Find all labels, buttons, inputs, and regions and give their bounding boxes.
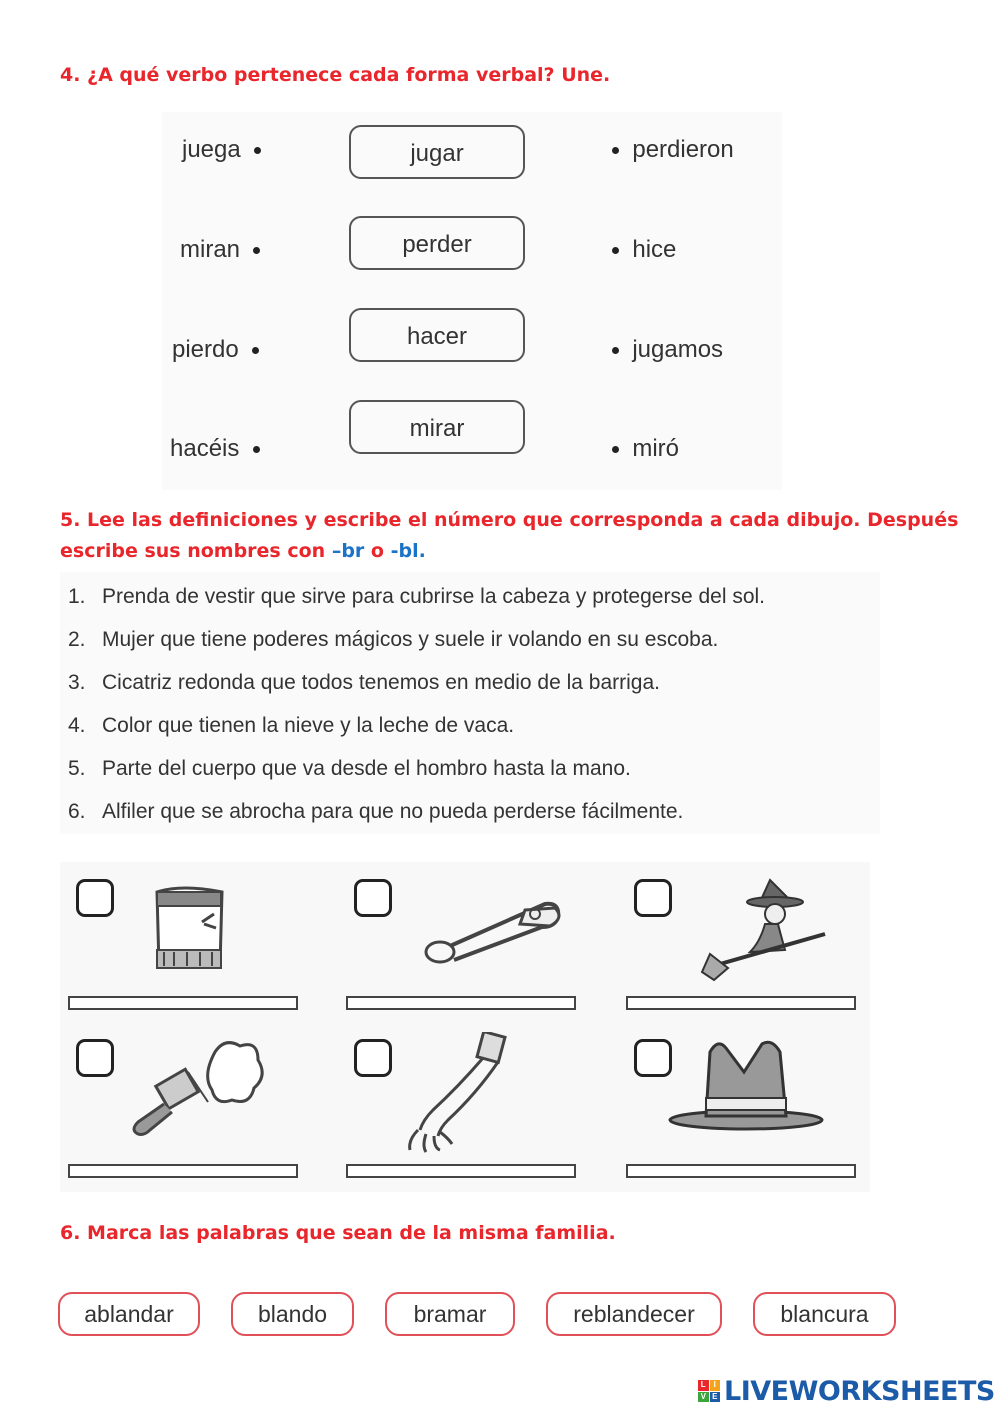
answer-line-2[interactable] bbox=[346, 996, 576, 1010]
safety-pin-icon bbox=[420, 872, 570, 982]
arm-icon bbox=[388, 1032, 518, 1157]
picture-cell-3 bbox=[618, 864, 878, 1024]
definition-5: 5. Parte del cuerpo que va desde el hombro hasta la mano. bbox=[68, 757, 631, 780]
word-option-4[interactable]: reblandecer bbox=[546, 1292, 722, 1336]
answer-line-4[interactable] bbox=[68, 1164, 298, 1178]
logo-text: LIVEWORKSHEETS bbox=[724, 1375, 995, 1407]
dot-icon bbox=[253, 446, 260, 453]
dot-icon bbox=[254, 147, 261, 154]
word-option-1[interactable]: ablandar bbox=[58, 1292, 200, 1336]
left-word-3[interactable]: pierdo bbox=[172, 336, 259, 364]
right-word-1[interactable]: perdieron bbox=[612, 136, 734, 164]
left-word-1[interactable]: juega bbox=[182, 136, 261, 164]
definition-1: 1. Prenda de vestir que sirve para cubrirse la cabeza y protegerse del sol. bbox=[68, 585, 766, 608]
word-option-3[interactable]: bramar bbox=[385, 1292, 515, 1336]
picture-cell-5 bbox=[338, 1024, 598, 1184]
liveworksheets-logo bbox=[698, 1374, 995, 1408]
dot-icon bbox=[612, 147, 619, 154]
logo-mark-icon: L I V E bbox=[698, 1380, 720, 1402]
number-box-4[interactable] bbox=[76, 1039, 114, 1077]
right-word-3[interactable]: jugamos bbox=[612, 336, 723, 364]
answer-line-6[interactable] bbox=[626, 1164, 856, 1178]
exercise-4-title: 4. ¿A qué verbo pertenece cada forma verbal? Une. bbox=[60, 64, 611, 86]
picture-cell-1 bbox=[60, 864, 320, 1024]
hat-icon bbox=[666, 1032, 826, 1142]
number-box-1[interactable] bbox=[76, 879, 114, 917]
dot-icon bbox=[612, 446, 619, 453]
number-box-2[interactable] bbox=[354, 879, 392, 917]
navel-icon bbox=[142, 872, 272, 982]
exercise-6-title: 6. Marca las palabras que sean de la misma familia. bbox=[60, 1222, 616, 1244]
definition-2: 2. Mujer que tiene poderes mágicos y suele ir volando en su escoba. bbox=[68, 628, 719, 651]
verb-box-2[interactable]: perder bbox=[349, 216, 525, 270]
word-option-2[interactable]: blando bbox=[231, 1292, 354, 1336]
verb-box-4[interactable]: mirar bbox=[349, 400, 525, 454]
verb-box-1[interactable]: jugar bbox=[349, 125, 525, 179]
picture-cell-6 bbox=[618, 1024, 878, 1184]
verb-box-3[interactable]: hacer bbox=[349, 308, 525, 362]
answer-line-1[interactable] bbox=[68, 996, 298, 1010]
answer-line-3[interactable] bbox=[626, 996, 856, 1010]
word-option-5[interactable]: blancura bbox=[753, 1292, 896, 1336]
dot-icon bbox=[253, 247, 260, 254]
witch-icon bbox=[700, 872, 830, 982]
paint-brush-icon bbox=[120, 1032, 270, 1142]
dot-icon bbox=[612, 347, 619, 354]
left-word-4[interactable]: hacéis bbox=[170, 435, 260, 463]
picture-cell-2 bbox=[338, 864, 598, 1024]
left-word-2[interactable]: miran bbox=[180, 236, 260, 264]
right-word-2[interactable]: hice bbox=[612, 236, 676, 264]
number-box-5[interactable] bbox=[354, 1039, 392, 1077]
dot-icon bbox=[612, 247, 619, 254]
answer-line-5[interactable] bbox=[346, 1164, 576, 1178]
picture-cell-4 bbox=[60, 1024, 320, 1184]
exercise-5-title: 5. Lee las definiciones y escribe el número que corresponda a cada dibujo. Después escribe sus nombres con –br o -bl. bbox=[60, 509, 959, 562]
definitions-panel bbox=[60, 572, 880, 834]
number-box-3[interactable] bbox=[634, 879, 672, 917]
dot-icon bbox=[252, 347, 259, 354]
definition-3: 3. Cicatriz redonda que todos tenemos en medio de la barriga. bbox=[68, 671, 660, 694]
right-word-4[interactable]: miró bbox=[612, 435, 679, 463]
definition-6: 6. Alfiler que se abrocha para que no pueda perderse fácilmente. bbox=[68, 800, 684, 823]
definition-4: 4. Color que tienen la nieve y la leche de vaca. bbox=[68, 714, 515, 737]
